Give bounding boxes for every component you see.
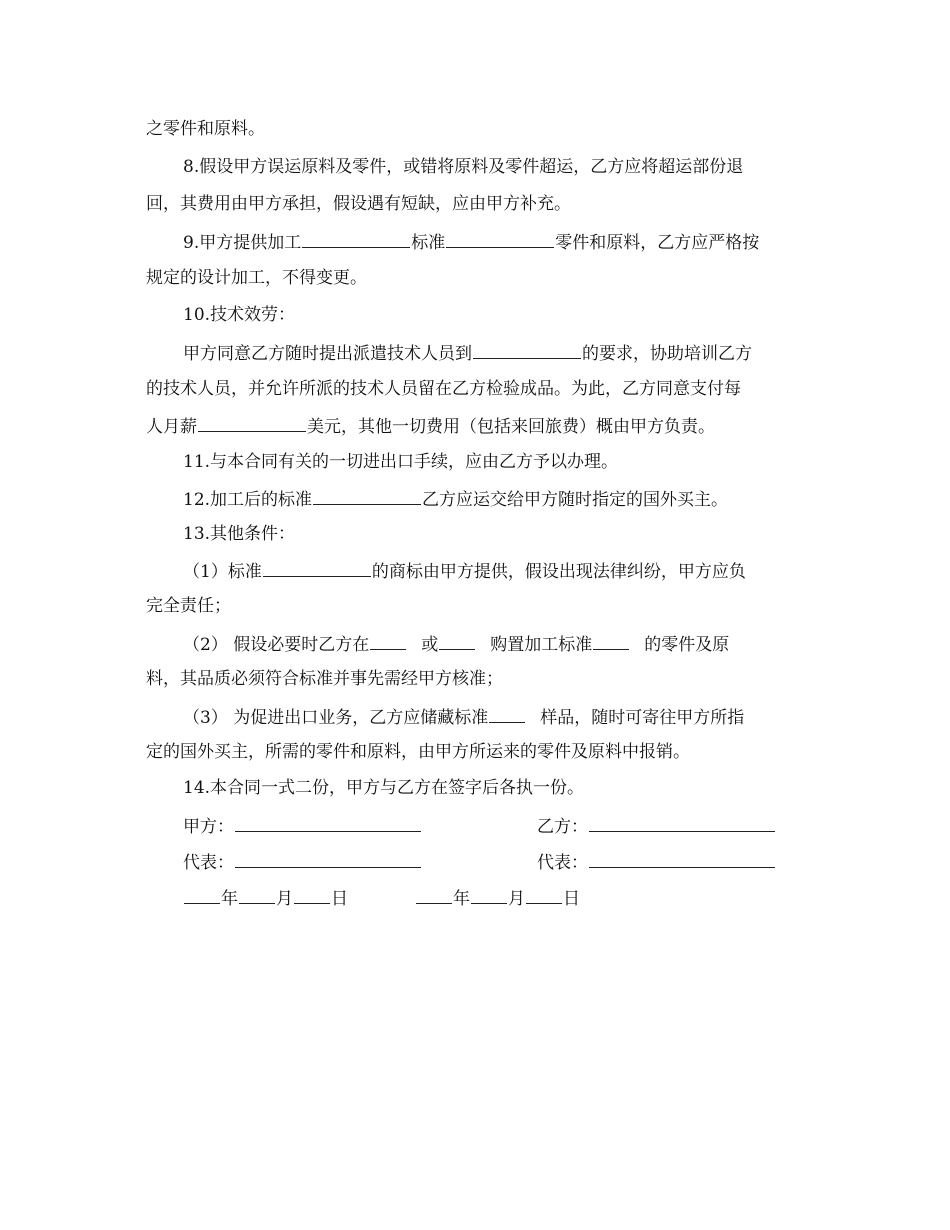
clause-9: 9.甲方提供加工 标准 零件和原料，乙方应严格按 [183,229,803,253]
fill-blank [446,229,554,248]
clause-13-1: （1）标准 的商标由甲方提供，假设出现法律纠纷，甲方应负 [183,558,803,582]
date-blank [471,885,507,904]
fill-blank [302,229,410,248]
signature-line [589,813,775,832]
paragraph-line: 定的国外买主，所需的零件和原料，由甲方所运来的零件及原料中报销。 [146,742,690,762]
fill-blank [198,413,306,432]
clause-12: 12.加工后的标准 乙方应运交给甲方随时指定的国外买主。 [183,486,803,510]
fill-blank [593,631,629,650]
signature-line [235,813,421,832]
date-blank [526,885,562,904]
clause-13-2: （2） 假设必要时乙方在 或 购置加工标准 的零件及原 [183,631,803,655]
fill-blank [263,558,371,577]
paragraph-line: 之零件和原料。 [146,119,265,139]
date-blank [294,885,330,904]
paragraph-line: 料，其品质必须符合标准并事先需经甲方核准； [146,669,503,689]
party-b-signature: 乙方： [537,813,776,839]
paragraph-line: 回，其费用由甲方承担，假设遇有短缺，应由甲方补充。 [146,194,571,214]
clause-8: 8.假设甲方误运原料及零件，或错将原料及零件超运，乙方应将超运部份退 [183,157,744,177]
date-b: 年 月 日 [415,885,580,911]
fill-blank [489,704,525,723]
party-a-signature: 甲方： [183,813,422,839]
representative-b: 代表： [537,849,776,875]
clause-10-body: 甲方同意乙方随时提出派遣技术人员到 的要求，协助培训乙方 [183,340,803,364]
date-a: 年 月 日 [183,885,348,911]
fill-blank [439,631,475,650]
signature-line [589,849,775,868]
clause-10-heading: 10.技术效劳： [183,305,296,325]
fill-blank [313,486,421,505]
date-blank [239,885,275,904]
paragraph-line: 的技术人员，并允许所派的技术人员留在乙方检验成品。为此，乙方同意支付每 [146,379,741,399]
clause-13-heading: 13.其他条件： [183,524,296,544]
fill-blank [370,631,406,650]
paragraph-line: 规定的设计加工，不得变更。 [146,268,367,288]
paragraph-line: 完全责任； [146,596,231,616]
date-blank [416,885,452,904]
representative-a: 代表： [183,849,422,875]
paragraph-line: 人月薪 美元，其他一切费用（包括来回旅费）概由甲方负责。 [146,413,806,437]
clause-13-3: （3） 为促进出口业务，乙方应储藏标准 样品，随时可寄往甲方所指 [183,704,803,728]
clause-11: 11.与本合同有关的一切进出口手续，应由乙方予以办理。 [183,452,619,472]
clause-14: 14.本合同一式二份，甲方与乙方在签字后各执一份。 [183,778,585,798]
date-blank [184,885,220,904]
fill-blank [473,340,581,359]
signature-line [235,849,421,868]
